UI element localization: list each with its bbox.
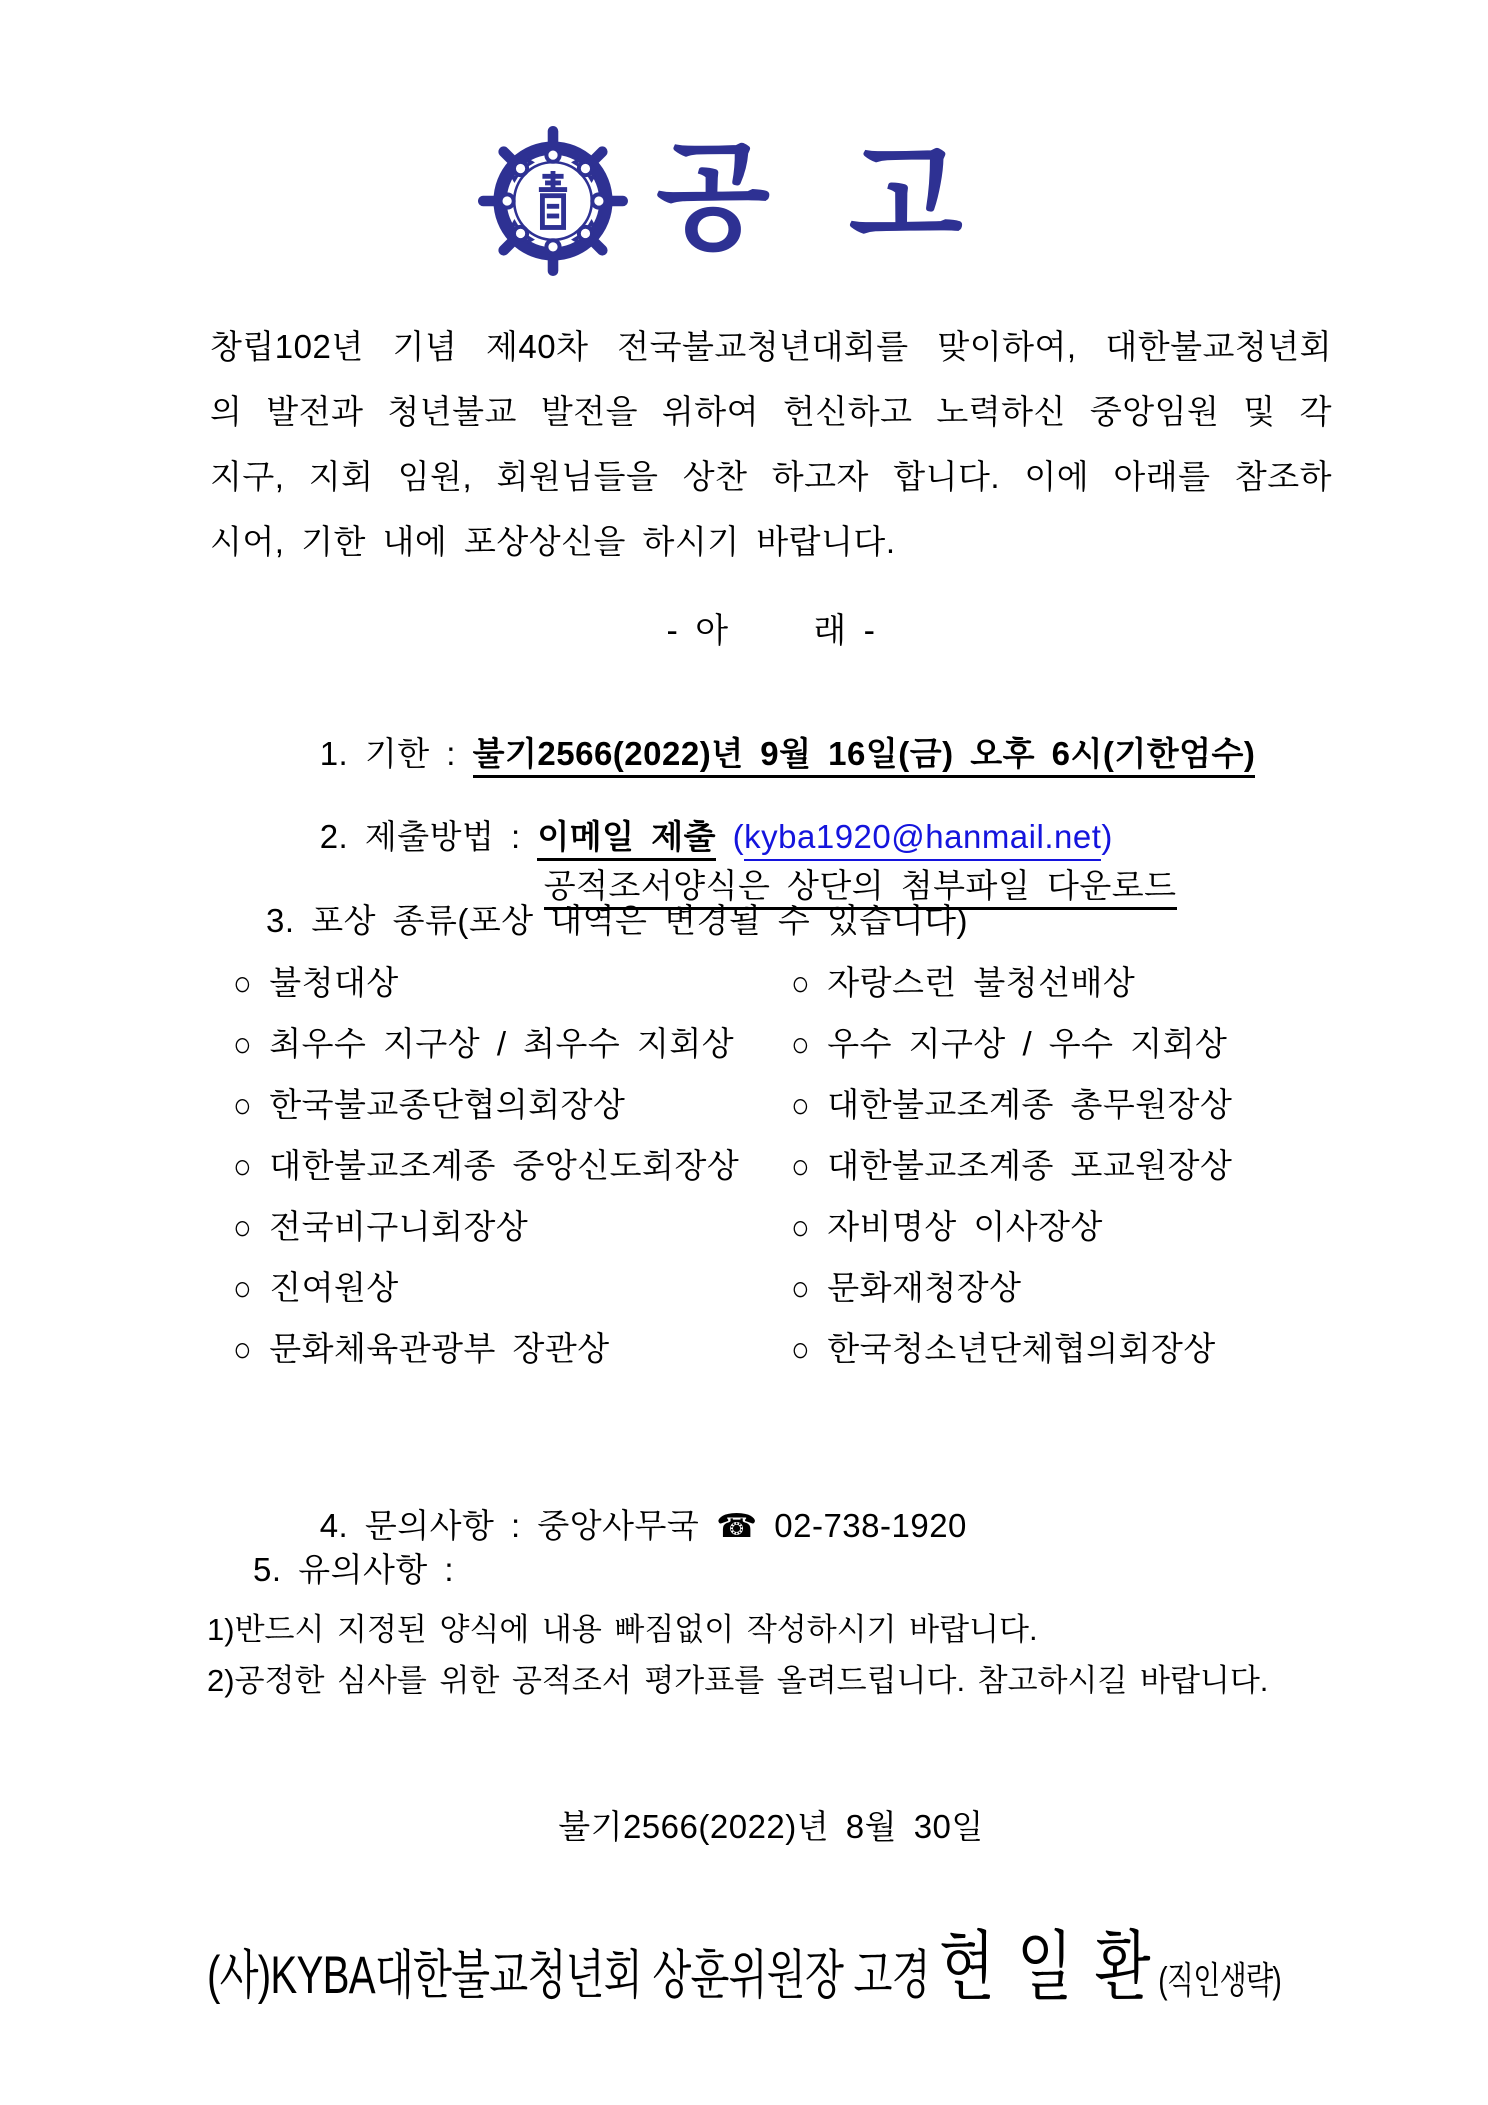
circle-bullet-icon: ○: [791, 1085, 811, 1125]
cheong-character-glyph: [539, 171, 567, 227]
item-award-types: 3. 포상 종류(포상 내역은 변경될 수 있습니다): [266, 902, 968, 939]
award-item: [233, 1206, 528, 1248]
circle-bullet-icon: ○: [791, 963, 811, 1003]
circle-bullet-icon: ○: [791, 1024, 811, 1064]
award-label: 불청대상: [269, 964, 399, 1001]
signature-seal-note: (직인생략): [1158, 1960, 1282, 2001]
award-label: 대한불교조계종 포교원장상: [827, 1147, 1233, 1184]
submission-method: 이메일 제출: [537, 818, 716, 861]
paren-open: (: [715, 818, 745, 856]
section-subheading: - 아 래 -: [666, 612, 876, 650]
dharma-wheel-icon: [478, 126, 628, 276]
circle-bullet-icon: ○: [233, 1146, 253, 1186]
note-line: 1)반드시 지정된 양식에 내용 빠짐없이 작성하시기 바랍니다.: [207, 1612, 1038, 1647]
award-row: [0, 1267, 1488, 1311]
award-label: 문화재청장상: [827, 1269, 1022, 1306]
circle-bullet-icon: ○: [791, 1329, 811, 1369]
award-item: [233, 1145, 739, 1187]
kyba-logo: [478, 126, 628, 276]
intro-line: 지구, 지회 임원, 회원님들을 상찬 하고자 합니다. 이에 아래를 참조하: [210, 458, 1332, 495]
award-row: [0, 1328, 1488, 1372]
award-item: [233, 962, 399, 1004]
intro-paragraph: [210, 314, 1332, 574]
signature-line: [207, 1906, 1281, 2015]
award-row: [0, 1023, 1488, 1067]
circle-bullet-icon: ○: [233, 963, 253, 1003]
award-row: [0, 1084, 1488, 1128]
award-label: 자비명상 이사장상: [827, 1208, 1103, 1245]
award-row: [0, 1206, 1488, 1250]
award-label: 문화체육관광부 장관상: [269, 1330, 610, 1367]
circle-bullet-icon: ○: [233, 1207, 253, 1247]
note-line: 2)공정한 심사를 위한 공적조서 평가표를 올려드립니다. 참고하시길 바랍니다.: [207, 1663, 1269, 1698]
award-label: 대한불교조계종 중앙신도회장상: [269, 1147, 740, 1184]
award-item: [791, 962, 1135, 1004]
signature-name: 현 일 환: [938, 1925, 1154, 2010]
award-label: 한국불교종단협의회장상: [269, 1086, 626, 1123]
paren-close: ): [1101, 818, 1113, 856]
email-link[interactable]: kyba1920@hanmail.net: [744, 818, 1101, 861]
award-item: [791, 1145, 1232, 1187]
phone-icon: ☎: [715, 1507, 758, 1545]
circle-bullet-icon: ○: [791, 1146, 811, 1186]
award-item: [791, 1206, 1103, 1248]
award-row: [0, 962, 1488, 1006]
award-label: 진여원상: [269, 1269, 399, 1306]
award-item: [233, 1023, 734, 1065]
circle-bullet-icon: ○: [233, 1329, 253, 1369]
document-date: 불기2566(2022)년 8월 30일: [558, 1808, 984, 1845]
award-label: 우수 지구상 / 우수 지회상: [827, 1025, 1228, 1062]
circle-bullet-icon: ○: [791, 1268, 811, 1308]
item-contact-label: 4. 문의사항 : 중앙사무국: [319, 1507, 716, 1545]
award-item: [791, 1084, 1232, 1126]
item-notes-heading: 5. 유의사항 :: [253, 1551, 455, 1588]
circle-bullet-icon: ○: [233, 1024, 253, 1064]
phone-number: 02-738-1920: [757, 1507, 967, 1545]
page-title: 공 고: [656, 132, 965, 264]
award-label: 최우수 지구상 / 최우수 지회상: [269, 1025, 735, 1062]
intro-line: 창립102년 기념 제40차 전국불교청년대회를 맞이하여, 대한불교청년회: [210, 328, 1332, 365]
award-item: [233, 1084, 625, 1126]
award-item: [791, 1328, 1216, 1370]
item-submission-label: 2. 제출방법 :: [319, 818, 538, 856]
award-label: 자랑스런 불청선배상: [827, 964, 1136, 1001]
award-item: [791, 1023, 1227, 1065]
award-item: [233, 1267, 399, 1309]
circle-bullet-icon: ○: [233, 1085, 253, 1125]
award-label: 한국청소년단체협의회장상: [827, 1330, 1216, 1367]
deadline-value: 불기2566(2022)년 9월 16일(금) 오후 6시(기한엄수): [473, 735, 1256, 778]
signature-org: (사)KYBA대한불교청년회 상훈위원장 고경: [206, 1946, 930, 2005]
award-item: [791, 1267, 1022, 1309]
intro-line: 의 발전과 청년불교 발전을 위하여 헌신하고 노력하신 중앙임원 및 각: [210, 393, 1332, 430]
intro-line: 시어, 기한 내에 포상상신을 하시기 바랍니다.: [210, 523, 896, 560]
circle-bullet-icon: ○: [233, 1268, 253, 1308]
award-item: [233, 1328, 610, 1370]
award-label: 대한불교조계종 총무원장상: [827, 1086, 1233, 1123]
award-row: [0, 1145, 1488, 1189]
submission-note: 공적조서양식은 상단의 첨부파일 다운로드: [477, 824, 1177, 948]
award-label: 전국비구니회장상: [269, 1208, 529, 1245]
circle-bullet-icon: ○: [791, 1207, 811, 1247]
item-deadline-label: 1. 기한 :: [319, 735, 473, 773]
